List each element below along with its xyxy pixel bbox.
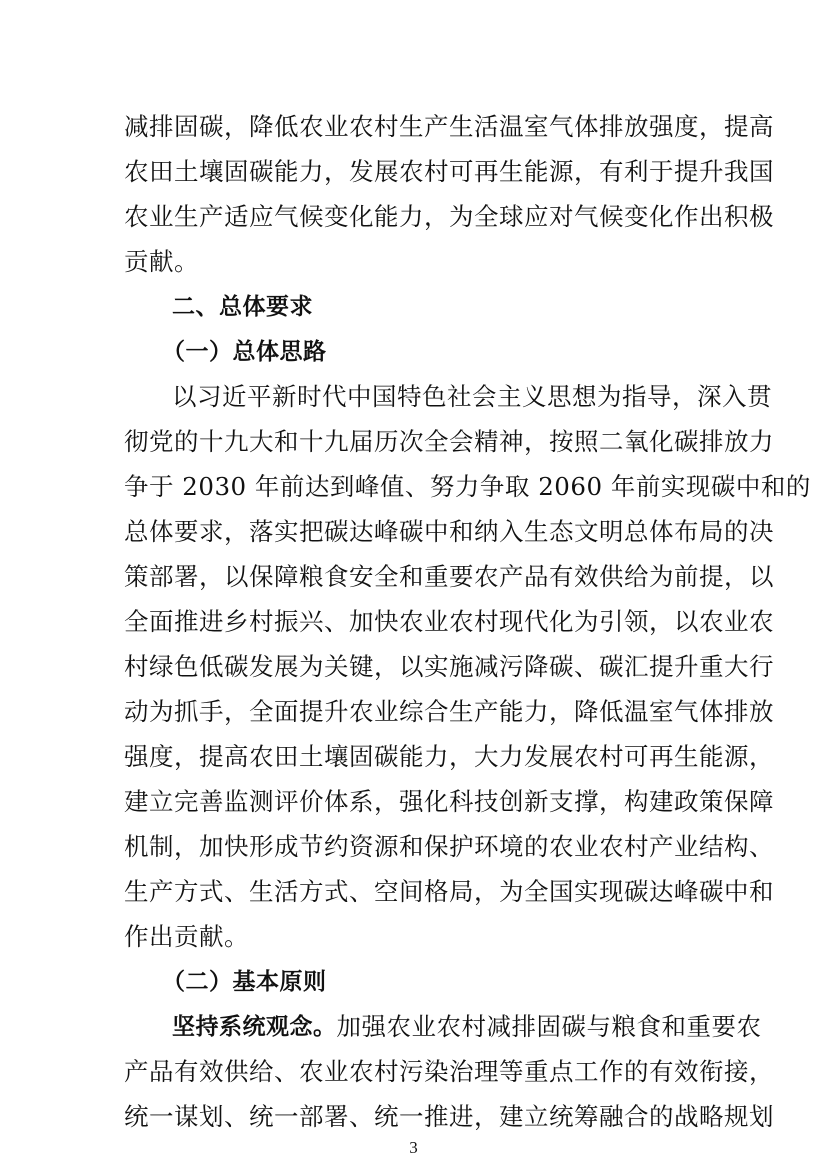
- paragraph-line: 建立完善监测评价体系，强化科技创新支撑，构建政策保障: [124, 787, 774, 816]
- paragraph-line: 全面推进乡村振兴、加快农业农村现代化为引领，以农业农: [124, 607, 774, 636]
- paragraph-line: 彻党的十九大和十九届历次全会精神，按照二氧化碳排放力: [124, 427, 774, 456]
- subsection-heading: （二）基本原则: [162, 969, 327, 995]
- paragraph-line: 争于 2030 年前达到峰值、努力争取 2060 年前实现碳中和的: [124, 472, 811, 501]
- paragraph-line: 作出贡献。: [124, 922, 249, 951]
- body-text-line: 农田土壤固碳能力，发展农村可再生能源，有利于提升我国: [124, 157, 774, 186]
- body-text-line: 贡献。: [124, 247, 199, 276]
- paragraph-first-line: [172, 1005, 762, 1049]
- page-number: 3: [409, 1138, 418, 1157]
- section-heading: 二、总体要求: [172, 294, 313, 320]
- paragraph-line: 以习近平新时代中国特色社会主义思想为指导，深入贯: [172, 382, 772, 411]
- body-text-line: 农业生产适应气候变化能力，为全球应对气候变化作出积极: [124, 202, 774, 231]
- paragraph-line: 动为抓手，全面提升农业综合生产能力，降低温室气体排放: [124, 697, 774, 726]
- subsection-heading: （一）总体思路: [162, 339, 327, 365]
- paragraph-line: 机制，加快形成节约资源和保护环境的农业农村产业结构、: [124, 832, 774, 861]
- paragraph-line: 产品有效供给、农业农村污染治理等重点工作的有效衔接，: [124, 1057, 774, 1086]
- paragraph-line: 策部署，以保障粮食安全和重要农产品有效供给为前提，以: [124, 562, 774, 591]
- paragraph-line: 生产方式、生活方式、空间格局，为全国实现碳达峰碳中和: [124, 877, 774, 906]
- paragraph-text: 加强农业农村减排固碳与粮食和重要农: [336, 1012, 762, 1041]
- body-text-line: 减排固碳，降低农业农村生产生活温室气体排放强度，提高: [124, 112, 774, 141]
- paragraph-line: 统一谋划、统一部署、统一推进，建立统筹融合的战略规划: [124, 1102, 774, 1131]
- paragraph-line: 总体要求，落实把碳达峰碳中和纳入生态文明总体布局的决: [124, 517, 774, 546]
- principle-lead: 坚持系统观念。: [172, 1014, 337, 1040]
- paragraph-line: 强度，提高农田土壤固碳能力，大力发展农村可再生能源，: [124, 742, 774, 771]
- paragraph-line: 村绿色低碳发展为关键，以实施减污降碳、碳汇提升重大行: [124, 652, 774, 681]
